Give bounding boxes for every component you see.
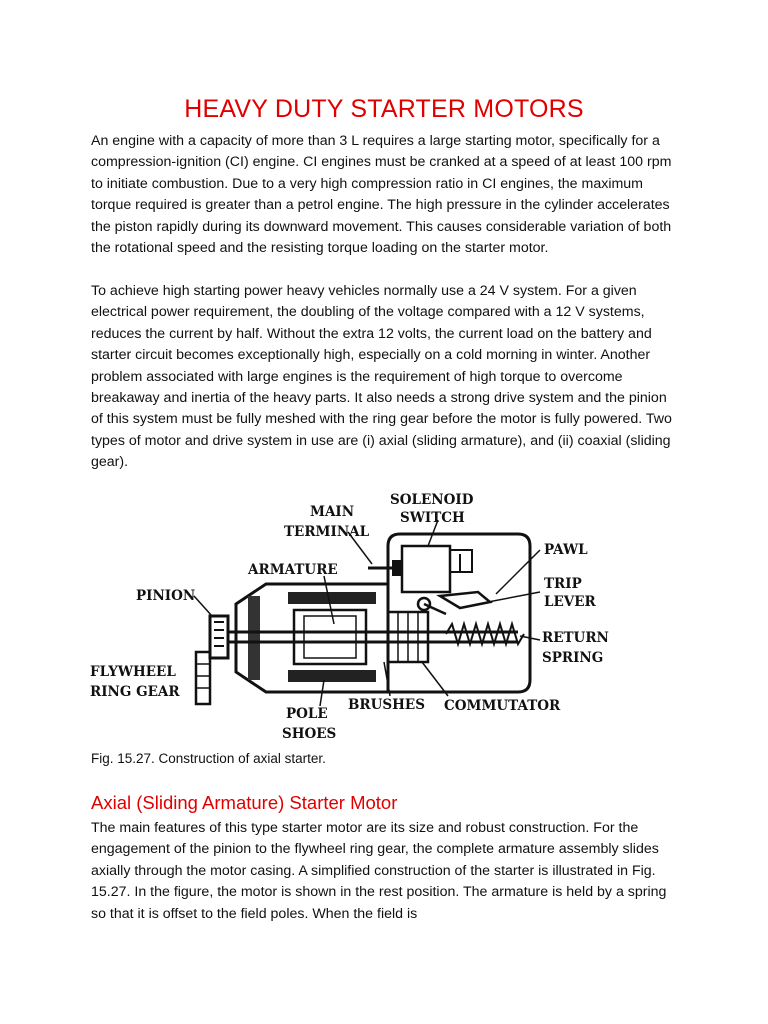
axial-starter-figure [88,484,628,746]
label-return: RETURN [542,630,609,646]
pawl [440,592,490,608]
label-armature: ARMATURE [248,562,338,578]
label-solenoid: SOLENOID [390,492,474,508]
label-trip: TRIP [544,576,582,592]
paragraph-24v-system: To achieve high starting power heavy vehicles normally use a 24 V system. For a given electrical power requirement, the doubling of the voltage compared with a 12 V systems, reduces the current by half. Without the extra 12 volts, the current load on the battery and starter circuit becomes exceptionally high, especially on a cold morning in winter. Another problem associated with large engines is the requirement of high torque to overcome breakaway and inertia of the heavy parts. It also needs a strong drive system and the pinion of this system must be fully meshed with the ring gear before the motor is fully powered. Two types of motor and drive system in use are (i) axial (sliding armature), and (ii) coaxial (sliding gear). [91,283,672,471]
label-commutator: COMMUTATOR [444,698,561,714]
label-spring: SPRING [542,650,604,666]
label-pinion: PINION [136,588,196,604]
label-main: MAIN [310,504,355,520]
label-terminal: TERMINAL [284,524,370,540]
pole-shoe-bottom [288,670,376,682]
label-flywheel: FLYWHEEL [90,664,176,680]
section-heading: Axial (Sliding Armature) Starter Motor [91,792,398,813]
page-title: HEAVY DUTY STARTER MOTORS [184,95,584,123]
label-lever: LEVER [544,594,596,610]
paragraph-intro: An engine with a capacity of more than 3 L requires a large starting motor, specifically for a compression-ignition (CI) engine. CI engines must be cranked at a speed of at least 100 rpm to initiate combustion. Due to a very high compression ratio in CI engines, the maximum torque required is greater than a petrol engine. The high pressure in the cylinder accelerates the piston rapidly during its downward movement. This causes considerable variation of both the rotational speed and the resisting torque loading on the starter motor. [91,133,672,257]
figure-caption: Fig. 15.27. Construction of axial starter. [91,751,326,766]
flywheel-ring-gear [196,652,210,704]
armature-core [294,610,366,664]
axial-starter-diagram [88,484,628,746]
solenoid-coil [402,546,450,592]
label-pole: POLE [286,706,328,722]
label-shoes: SHOES [282,726,337,742]
label-pawl: PAWL [544,542,588,558]
paragraph-axial-starter: The main features of this type starter motor are its size and robust construction. For the engagement of the pinion to the flywheel ring gear, the complete armature assembly slides axially through the motor casing. A simplified construction of the starter is illustrated in Fig. 15.27. In the figure, the motor is shown in the rest position. The armature is held by a spring so that it is offset to the field poles. When the field is [91,820,667,922]
label-switch: SWITCH [400,510,465,526]
label-ring-gear: RING GEAR [90,684,180,700]
pole-shoe-top [288,592,376,604]
label-brushes: BRUSHES [348,697,425,713]
